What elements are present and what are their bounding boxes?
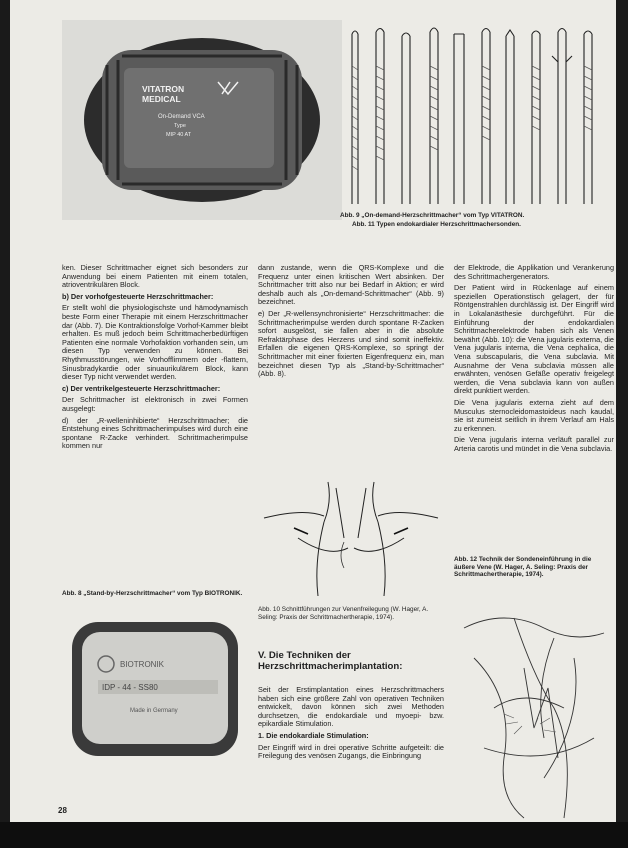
col3-paragraph-4: Die Vena jugularis interna verläuft parallel zur Arteria carotis und mündet in die Vena subclavia. xyxy=(454,435,614,453)
col1-heading-c: c) Der ventrikelgesteuerte Herzschrittmacher: xyxy=(62,383,221,393)
device-brand-1: VITATRON xyxy=(142,84,185,94)
scan-bottom-edge xyxy=(0,822,628,848)
col1-heading-b: b) Der vorhofgesteuerte Herzschrittmacher: xyxy=(62,291,214,301)
device2-label: IDP - 44 - SS80 xyxy=(102,683,158,692)
col3-paragraph-1: der Elektrode, die Applikation und Verankerung des Schrittmachergenerators. xyxy=(454,263,614,281)
section-heading xyxy=(258,650,444,672)
section-number: V. xyxy=(258,650,267,661)
electrode-drawings xyxy=(346,26,608,212)
vein-technique-sketch xyxy=(454,598,616,820)
col1-paragraph-2: Er stellt wohl die physiologischste und hämodynamisch beste Form einer Therapie mit einem Herzschrittmacher dar (Abb. 7). Die Kontraktionsfolge Vorhof-Kammer bleibt erhalten. Es muß jedoch beim Schrittmacherbedürftigen Patienten eine normale Vorhofaktion vorhanden sein, um diesen Typ verwenden zu können. Bei Rhythmusstörungen, wie Vorhofflimmern oder -flattern, Sinusbradykardie oder sinuaurikulärem Block, kann dieser Typ nicht verwendet werden. xyxy=(62,303,248,382)
caption-abb-12: Abb. 12 Technik der Sondeneinführung in die äußere Vene (W. Hager, A. Seling: Praxis der Schrittmachertherapie, 1974). xyxy=(454,556,592,579)
caption-abb-8: Abb. 8 „Stand-by-Herzschrittmacher“ vom Typ BIOTRONIK. xyxy=(62,590,243,597)
device2-sub: Made in Germany xyxy=(130,708,178,714)
magazine-page xyxy=(10,0,616,822)
device2-brand: BIOTRONIK xyxy=(120,660,165,669)
col2-paragraph-1: dann zustande, wenn die QRS-Komplexe und die Frequenz unter einen kritischen Wert absinken. Der Schrittmacher tritt also nur bei Bedarf in Aktion; er wird deshalb auch als „On-demand-Schrittmacher“ (Abb. 9) bezeichnet. xyxy=(258,263,444,307)
chest-incision-diagram xyxy=(258,478,444,598)
col1-paragraph-4: d) der „R-welleninhibierte“ Herzschrittmacher; die Entstehung eines Schrittmacherimpulses wird durch eine spontane R-Zacke verhindert. Schrittmacherimpulse kommen nur xyxy=(62,415,248,451)
col2-paragraph-4: Der Eingriff wird in drei operative Schritte aufgeteilt: die Freilegung des venösen Zugangs, die Einbringung xyxy=(258,742,444,761)
biotronik-pacemaker-photo xyxy=(62,614,248,764)
device-type: Type xyxy=(174,123,186,129)
section-title: Die Techniken der Herzschrittmacherimplantation: xyxy=(258,650,403,672)
device-code: MIP 40 AT xyxy=(166,132,192,138)
col2-heading-1: 1. Die endokardiale Stimulation: xyxy=(258,730,369,740)
vitatron-pacemaker-photo xyxy=(62,20,342,220)
col1-paragraph-1: ken. Dieser Schrittmacher eignet sich besonders zur Anwendung bei einem Patienten mit einem totalen, atrioventrikulären Block. xyxy=(62,263,248,290)
col1-paragraph-3: Der Schrittmacher ist elektronisch in zwei Formen ausgelegt: xyxy=(62,395,248,413)
col2-paragraph-2: e) Der „R-wellensynchronisierte“ Herzschrittmacher: die Schrittmacherimpulse werden durch spontane R-Zacken sofort ausgelöst, sie fallen aber in die absolute Refraktärphase des Herzens und sind somit ineffektiv. Erfallen die eigenen QRS-Komplexe, so springt der Schrittmacher mit einer fixierten Eigenfrequenz ein, man bezeichnet diesen Typ als „Stand-by-Schrittmacher“ (Abb. 8). xyxy=(258,308,444,379)
caption-abb-10: Abb. 10 Schnittführungen zur Venenfreilegung (W. Hager, A. Seling: Praxis der Schrittmachertherapie, 1974). xyxy=(258,606,429,621)
caption-abb-11: Abb. 11 Typen endokardialer Herzschrittmachersonden. xyxy=(352,220,521,228)
col3-paragraph-2: Der Patient wird in Rückenlage auf einem speziellen Operationstisch gelagert, der für Röntgenstrahlen durchlässig ist. Der Eingriff wird in Lokalanästhesie durchgeführt. Für die Einführung der endokardialen Schrittmacherelektrode haben sich als Venen bewährt (Abb. 10): die Vena jugularis externa, die Vena jugularis interna, die Vena cephalica, die Vena subscapularis, die Vena subclavia. Mit Ausnahme der Vena subclavia müssen alle erwähnten, venösen Gefäße operativ freigelegt werden, die Vena subclavia kann von außen direkt punktiert werden. xyxy=(454,283,614,396)
device-model: On-Demand VCA xyxy=(158,114,205,120)
col2-paragraph-3: Seit der Erstimplantation eines Herzschrittmachers haben sich eine größere Zahl von operativen Techniken entwickelt, davon können sich zwei Methoden durchsetzen, die endokardiale und myoepi- bzw. epikardiale Stimulation. xyxy=(258,685,444,729)
device-brand-2: MEDICAL xyxy=(142,94,181,104)
caption-abb-9: Abb. 9 „On-demand-Herzschrittmacher“ vom Typ VITATRON. xyxy=(340,212,525,219)
page-number: 28 xyxy=(58,806,67,815)
col3-paragraph-3: Die Vena jugularis externa zieht auf dem Musculus sternocleidomastoideus nach kaudal, sie ist zumeist seitlich in ihrem Verlauf am Hals zu erkennen. xyxy=(454,397,614,433)
